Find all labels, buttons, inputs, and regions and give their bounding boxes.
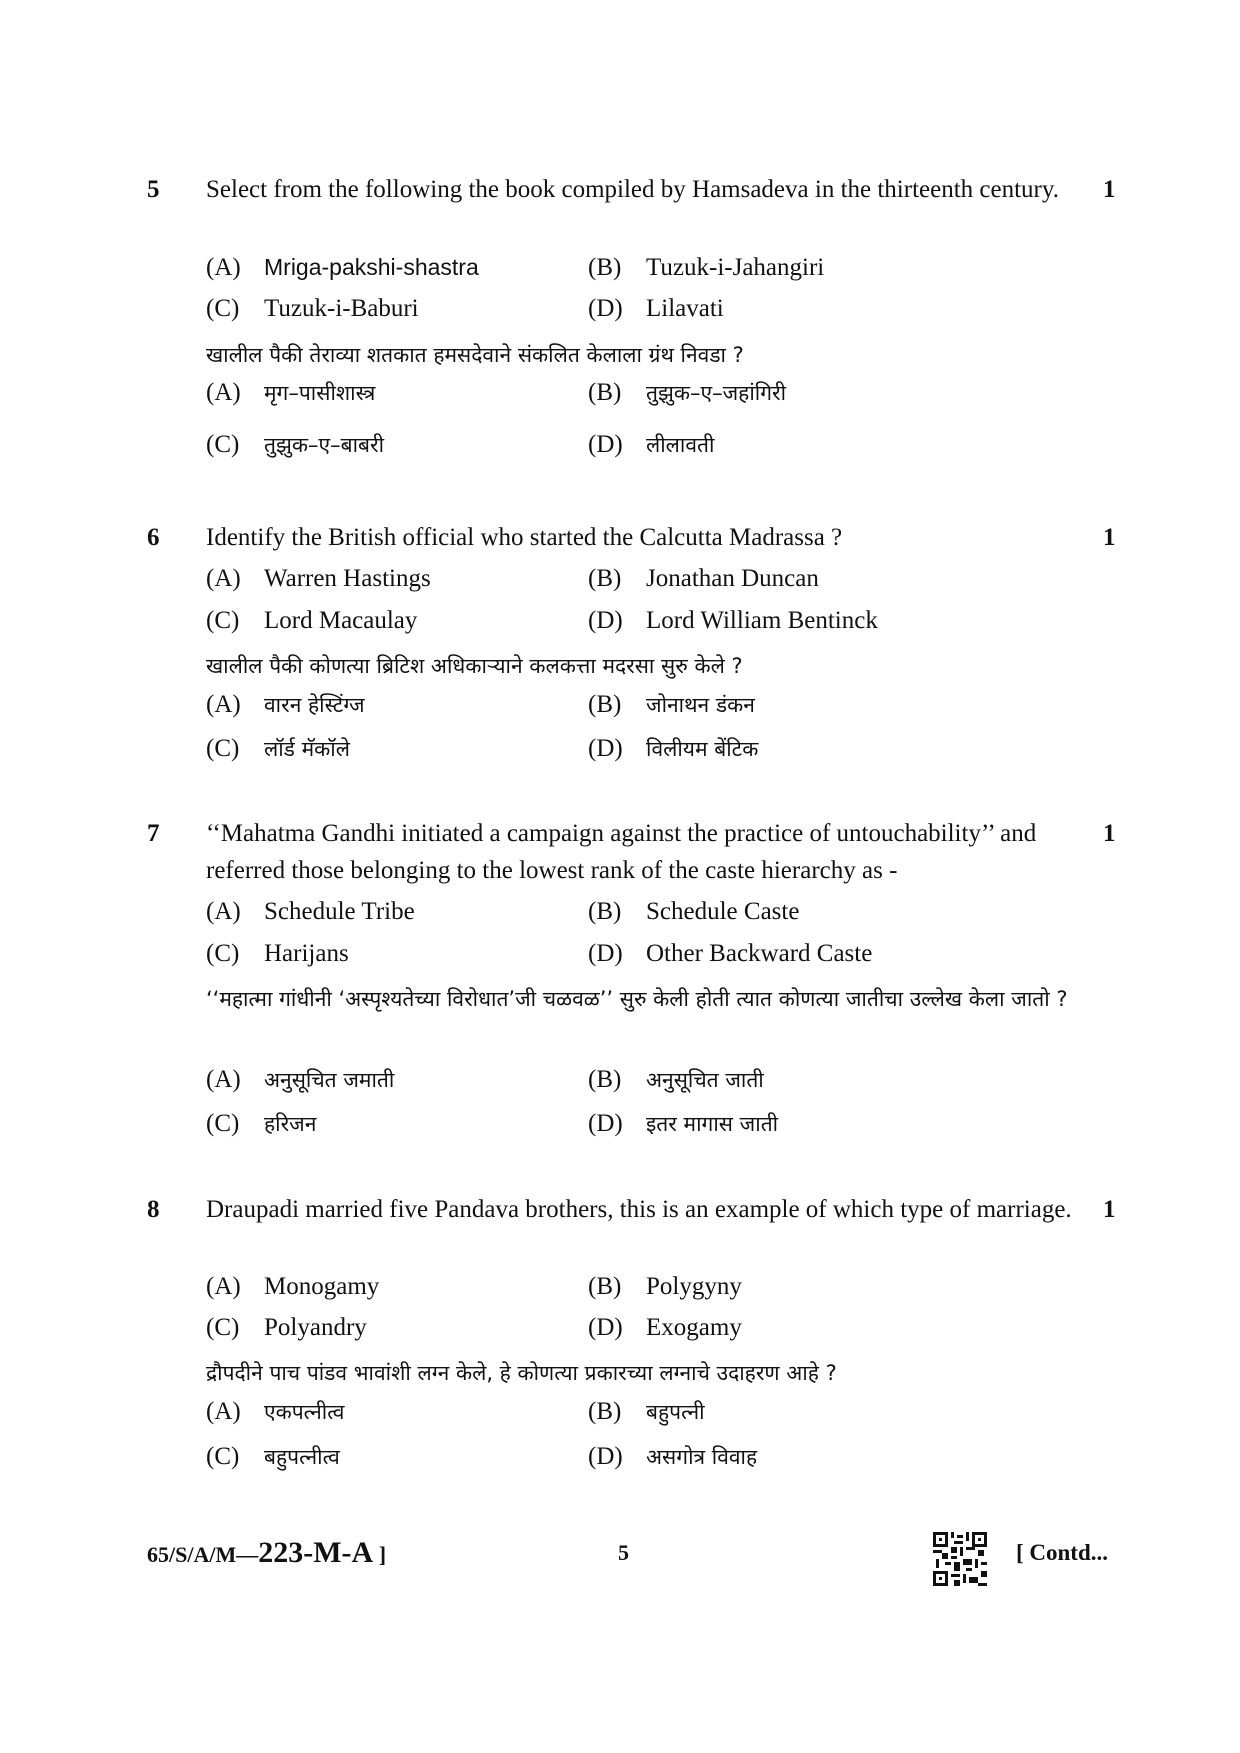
option-c: (C) Polyandry	[206, 1314, 367, 1341]
continued-label: [ Contd...	[1016, 1540, 1109, 1565]
option-d: (D) Lord William Bentinck	[588, 607, 878, 634]
question-text: Select from the following the book compiled by Hamsadeva in the thirteenth century.	[206, 176, 1060, 203]
option-a-marathi: (A) मृग–पासीशास्त्र	[206, 379, 376, 406]
option-d: (D) Lilavati	[588, 295, 724, 322]
option-d-marathi: (D) इतर मागास जाती	[588, 1110, 779, 1137]
options-row	[0, 1314, 1240, 1354]
question-number: 6	[147, 524, 160, 551]
question-text-marathi: खालील पैकी तेराव्या शतकात हमसदेवाने संकलित केलाला ग्रंथ निवडा ?	[206, 343, 744, 367]
option-a-marathi: (A) वारन हेस्टिंग्ज	[206, 691, 365, 718]
option-b: (B) Jonathan Duncan	[588, 565, 819, 592]
option-c: (C) Tuzuk-i-Baburi	[206, 295, 419, 322]
options-row	[0, 565, 1240, 605]
question-marks: 1	[1103, 820, 1116, 847]
option-a: (A) Warren Hastings	[206, 565, 431, 592]
options-row-marathi	[0, 735, 1240, 775]
option-c-marathi: (C) बहुपत्नीत्व	[206, 1443, 340, 1470]
options-row	[0, 898, 1240, 938]
options-row-marathi	[0, 1066, 1240, 1106]
question-number: 8	[147, 1196, 160, 1223]
question-number: 5	[147, 176, 160, 203]
question-number: 7	[147, 820, 160, 847]
options-row	[0, 254, 1240, 294]
question-marks: 1	[1103, 176, 1116, 203]
options-row	[0, 295, 1240, 335]
option-d-marathi: (D) विलीयम बेंटिक	[588, 735, 759, 762]
question-text-marathi: द्रौपदीने पाच पांडव भावांशी लग्न केले, हे कोणत्या प्रकारच्या लग्नाचे उदाहरण आहे ?	[206, 1361, 837, 1385]
options-row-marathi	[0, 379, 1240, 419]
option-c-marathi: (C) लॉर्ड मॅकॉले	[206, 735, 350, 762]
option-d: (D) Exogamy	[588, 1314, 742, 1341]
options-row	[0, 607, 1240, 647]
option-a-marathi: (A) अनुसूचित जमाती	[206, 1066, 395, 1093]
option-a: (A) Mriga-pakshi-shastra	[206, 254, 479, 281]
question-text: Identify the British official who started the Calcutta Madrassa ?	[206, 524, 843, 551]
options-row-marathi	[0, 431, 1240, 471]
question-text: ‘‘Mahatma Gandhi initiated a campaign against the practice of untouchability’’ and referred those belonging to the lowest rank of the caste hierarchy as -	[206, 820, 1037, 884]
options-row-marathi	[0, 1398, 1240, 1438]
option-c: (C) Lord Macaulay	[206, 607, 418, 634]
option-a: (A) Schedule Tribe	[206, 898, 415, 925]
option-b: (B) Schedule Caste	[588, 898, 800, 925]
options-row	[0, 940, 1240, 980]
option-a: (A) Monogamy	[206, 1273, 380, 1300]
question-marks: 1	[1103, 1196, 1116, 1223]
option-c: (C) Harijans	[206, 940, 349, 967]
option-b-marathi: (B) अनुसूचित जाती	[588, 1066, 764, 1093]
qr-code-icon	[933, 1532, 987, 1586]
paper-code: 65/S/A/M—223-M-A ]	[147, 1536, 387, 1569]
option-a-marathi: (A) एकपत्नीत्व	[206, 1398, 345, 1425]
option-d-marathi: (D) लीलावती	[588, 431, 715, 458]
option-b-marathi: (B) बहुपत्नी	[588, 1398, 705, 1425]
option-c-marathi: (C) तुझुक–ए–बाबरी	[206, 431, 385, 458]
options-row-marathi	[0, 1110, 1240, 1150]
question-text: Draupadi married five Pandava brothers, this is an example of which type of marriage.	[206, 1196, 1072, 1223]
options-row-marathi	[0, 691, 1240, 731]
option-b: (B) Tuzuk-i-Jahangiri	[588, 254, 825, 281]
question-text-marathi: खालील पैकी कोणत्या ब्रिटिश अधिकाऱ्याने कलकत्ता मदरसा सुरु केले ?	[206, 654, 743, 678]
question-marks: 1	[1103, 524, 1116, 551]
option-d: (D) Other Backward Caste	[588, 940, 873, 967]
option-d-marathi: (D) असगोत्र विवाह	[588, 1443, 758, 1470]
option-b-marathi: (B) जोनाथन डंकन	[588, 691, 755, 718]
option-c-marathi: (C) हरिजन	[206, 1110, 317, 1137]
options-row	[0, 1273, 1240, 1313]
options-row-marathi	[0, 1443, 1240, 1483]
option-b: (B) Polygyny	[588, 1273, 742, 1300]
page-number: 5	[618, 1540, 629, 1565]
question-text-marathi: ‘‘महात्मा गांधीनी ‘अस्पृश्यतेच्या विरोधात’जी चळवळ’’ सुरु केली होती त्यात कोणत्या जातीचा उल्लेख केला जातो ?	[206, 987, 1068, 1011]
page-footer	[0, 1532, 1240, 1592]
option-b-marathi: (B) तुझुक–ए–जहांगिरी	[588, 379, 787, 406]
